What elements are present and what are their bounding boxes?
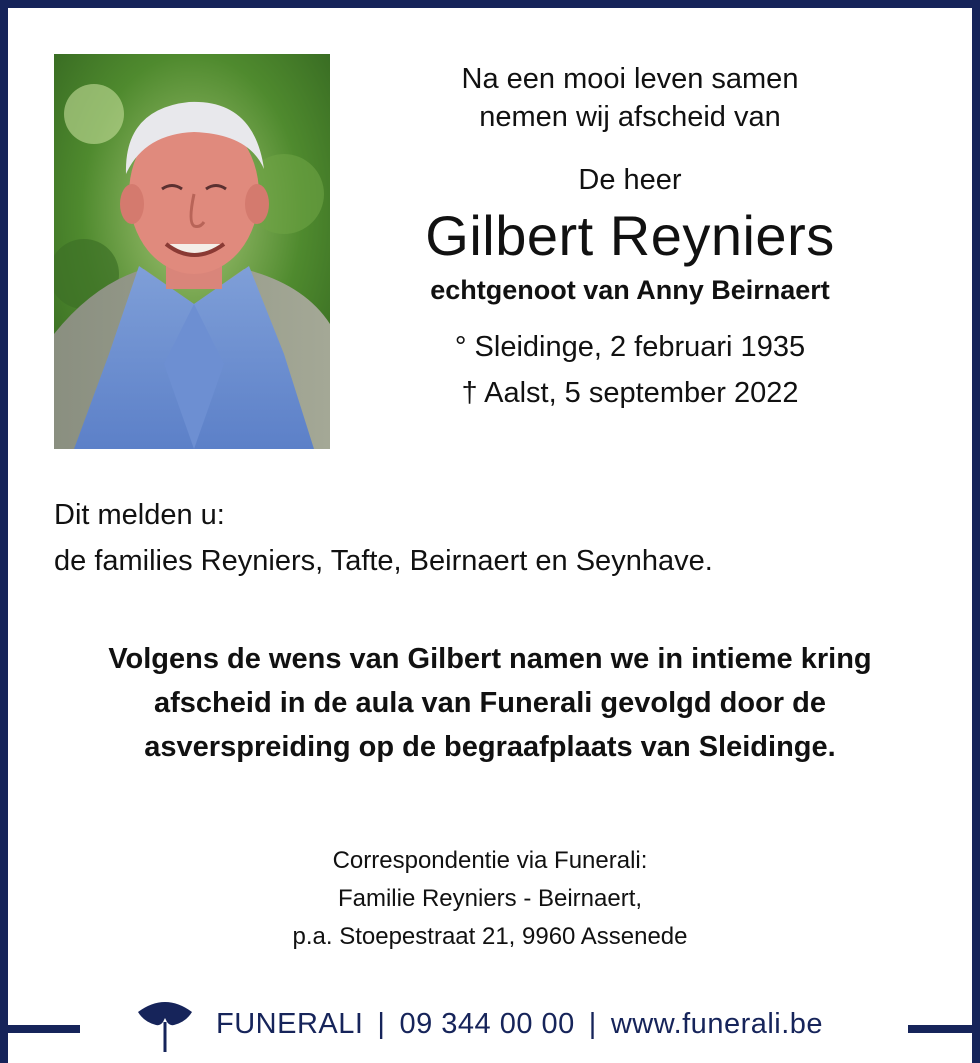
ceremony-notice xyxy=(0,637,980,769)
correspondence-line-2: Familie Reyniers - Beirnaert, xyxy=(337,885,643,912)
intro-text xyxy=(330,60,930,136)
ceremony-line-2: afscheid in de aula van Funerali gevolgd door de xyxy=(154,687,826,719)
life-dates xyxy=(330,324,930,416)
death-line: † Aalst, 5 september 2022 xyxy=(461,377,799,409)
footer-website[interactable]: www.funerali.be xyxy=(610,1008,824,1040)
ginkgo-leaf-icon xyxy=(136,998,194,1054)
ceremony-line-1: Volgens de wens van Gilbert namen we in intieme kring xyxy=(108,643,872,675)
heading-block xyxy=(330,60,930,416)
ceremony-line-3: asverspreiding op de begraafplaats van Sleidinge. xyxy=(144,731,836,763)
footer-separator-1: | xyxy=(377,1008,386,1040)
footer-separator-2: | xyxy=(588,1008,597,1040)
correspondence-line-1: Correspondentie via Funerali: xyxy=(332,847,648,874)
honorific: De heer xyxy=(578,164,682,196)
intro-line-1: Na een mooi leven samen xyxy=(461,63,799,95)
intro-line-2: nemen wij afscheid van xyxy=(479,101,781,133)
correspondence-address xyxy=(0,842,980,956)
footer xyxy=(0,998,980,1056)
spouse-line: echtgenoot van Anny Beirnaert xyxy=(430,275,830,305)
announce-line-2: de families Reyniers, Tafte, Beirnaert en Seynhave. xyxy=(54,545,713,577)
brand-name: FUNERALI xyxy=(216,1008,364,1040)
announcement xyxy=(54,492,713,584)
footer-phone[interactable]: 09 344 00 00 xyxy=(399,1008,575,1040)
portrait-photo xyxy=(54,54,330,449)
announce-line-1: Dit melden u: xyxy=(54,499,225,531)
footer-contact xyxy=(216,1008,823,1041)
deceased-name: Gilbert Reyniers xyxy=(425,204,835,267)
birth-line: ° Sleidinge, 2 februari 1935 xyxy=(454,331,806,363)
correspondence-line-3: p.a. Stoepestraat 21, 9960 Assenede xyxy=(292,923,688,950)
